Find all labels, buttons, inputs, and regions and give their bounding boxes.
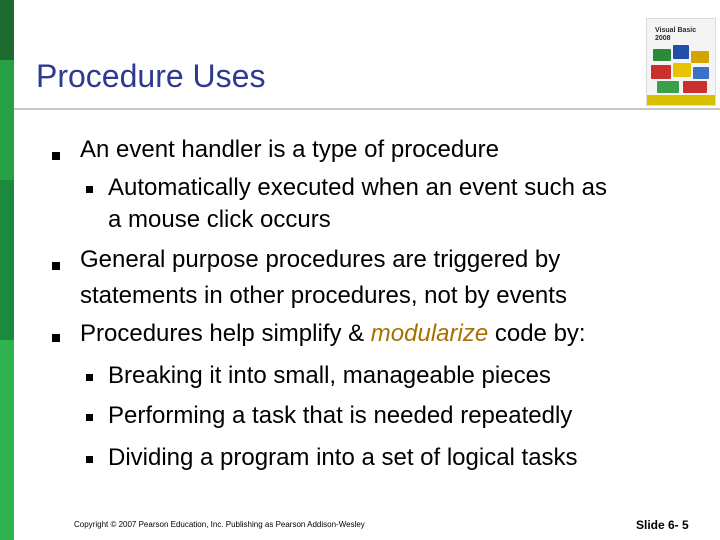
square-bullet-icon — [86, 414, 93, 421]
copyright-footer: Copyright © 2007 Pearson Education, Inc. Publishing as Pearson Addison-Wesley — [74, 520, 365, 529]
emphasis-text: modularize — [370, 320, 489, 347]
sub-bullet-text: Breaking it into small, manageable pieces — [108, 362, 551, 389]
sub-bullet-text: a mouse click occurs — [108, 206, 331, 233]
cover-brick — [651, 65, 671, 79]
cover-brick — [657, 81, 679, 93]
cover-title: Visual Basic 2008 — [655, 27, 697, 42]
bullet-text — [80, 320, 586, 348]
slide-number: Slide 6- 5 — [636, 518, 689, 532]
bar-segment — [0, 340, 14, 540]
square-bullet-icon — [52, 152, 60, 160]
bullet-text: General purpose procedures are triggered by — [80, 246, 561, 273]
title-divider — [14, 108, 720, 110]
slide-title: Procedure Uses — [36, 58, 266, 94]
left-accent-bar — [0, 0, 14, 540]
square-bullet-icon — [86, 374, 93, 381]
bar-segment — [0, 180, 14, 340]
cover-brick — [683, 81, 707, 93]
square-bullet-icon — [52, 334, 60, 342]
cover-brick — [673, 63, 691, 77]
square-bullet-icon — [86, 456, 93, 463]
bullet-text-part: code by: — [488, 320, 586, 347]
cover-footer-band — [647, 95, 715, 105]
bullet-text: An event handler is a type of procedure — [80, 136, 499, 163]
cover-brick — [673, 45, 689, 59]
bar-segment — [0, 0, 14, 60]
cover-brick — [693, 67, 709, 79]
cover-brick — [691, 51, 709, 63]
sub-bullet-text: Performing a task that is needed repeatedly — [108, 402, 573, 429]
bullet-text: statements in other procedures, not by events — [80, 282, 567, 309]
square-bullet-icon — [86, 186, 93, 193]
book-cover-image — [646, 18, 716, 106]
bar-segment — [0, 60, 14, 180]
cover-brick — [653, 49, 671, 61]
sub-bullet-text: Automatically executed when an event such as — [108, 174, 607, 201]
sub-bullet-text: Dividing a program into a set of logical tasks — [108, 444, 578, 471]
cover-brand-text — [655, 27, 711, 43]
bullet-text-part: Procedures help simplify & — [80, 320, 371, 347]
square-bullet-icon — [52, 262, 60, 270]
